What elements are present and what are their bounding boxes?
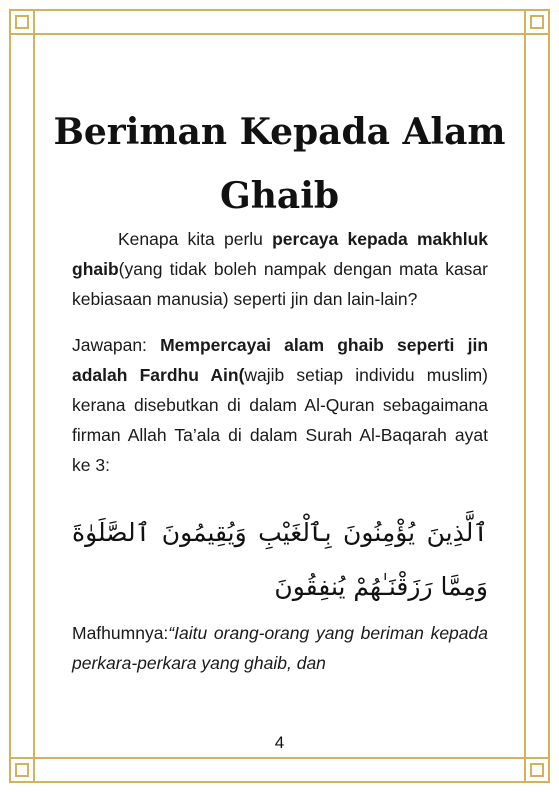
question-text-start: Kenapa kita perlu <box>118 229 273 249</box>
answer-label: Jawapan: <box>72 335 161 355</box>
arabic-verse: ٱلَّذِينَ يُؤْمِنُونَ بِٱلْغَيْبِ وَيُقِيمُونَ ٱلصَّلَوٰةَ وَمِمَّا رَزَقْنَـٰهُمْ يُنفِقُونَ <box>72 518 488 601</box>
page-number: 4 <box>274 733 285 752</box>
page-title: Beriman Kepada Alam Ghaib <box>53 111 506 217</box>
translation-label: Mafhumnya: <box>72 623 169 643</box>
answer-paragraph <box>72 330 488 480</box>
question-bold-text: percaya kepada makhluk ghaib <box>72 229 488 279</box>
question-paragraph <box>72 224 488 314</box>
translation-italic-text: “Iaitu orang-orang yang beriman kepada perkara-perkara yang ghaib, dan <box>72 623 488 673</box>
translation-paragraph <box>72 618 488 678</box>
answer-bold-text: Mempercayai alam ghaib seperti jin adalah Fardhu Ain( <box>72 335 489 385</box>
answer-text-end: wajib setiap individu muslim) kerana disebutkan di dalam Al-Quran sebagaimana firman Allah Ta’ala di dalam Surah Al-Baqarah ayat ke 3: <box>72 365 488 475</box>
question-text-end: (yang tidak boleh nampak dengan mata kasar kebiasaan manusia) seperti jin dan lain-lain? <box>72 259 488 309</box>
